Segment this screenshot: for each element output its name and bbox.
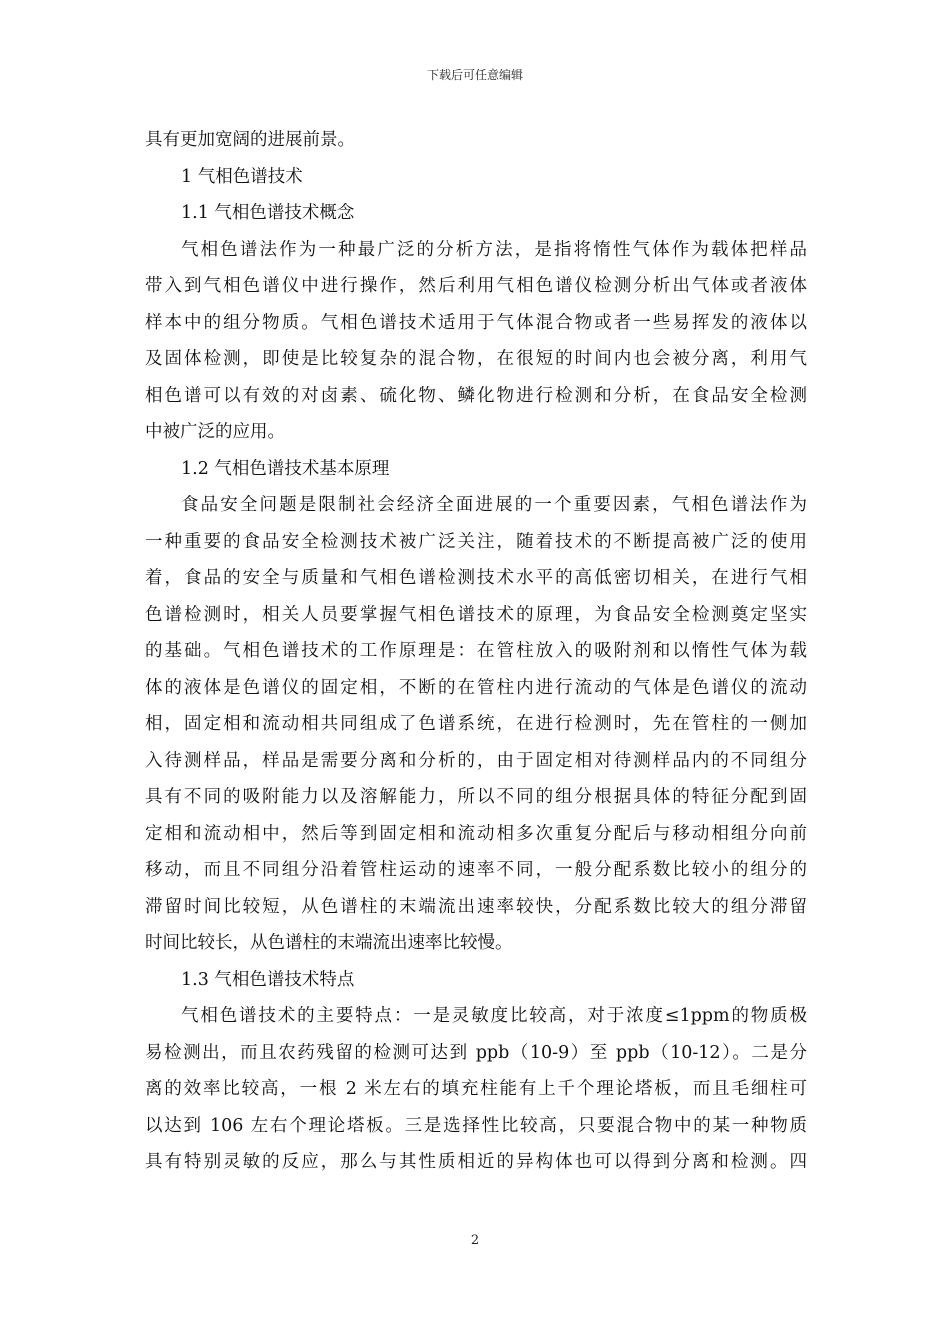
page-number: 2: [470, 1233, 480, 1248]
body-line: 的基础。气相色谱技术的工作原理是：在管柱放入的吸附剂和以惰性气体为载: [145, 641, 807, 661]
body-line: 滞留时间比较短，从色谱柱的末端流出速率较快，分配系数比较大的组分滞留: [145, 896, 807, 917]
body-line: 气相色谱法作为一种最广泛的分析方法，是指将惰性气体作为载体把样品: [181, 239, 807, 260]
body-line: 具有特别灵敏的反应，那么与其性质相近的异构体也可以得到分离和检测。四: [145, 1152, 807, 1172]
subsection-heading: 1.3 气相色谱技术特点: [181, 969, 355, 990]
page-header: 下载后可任意编辑: [426, 68, 523, 82]
body-line: 色谱检测时，相关人员要掌握气相色谱技术的原理，为食品安全检测奠定坚实: [145, 604, 807, 625]
body-line: 气相色谱技术的主要特点：一是灵敏度比较高，对于浓度≤1ppm的物质极: [181, 1006, 807, 1026]
document-body: [145, 122, 807, 1181]
body-line: 及固体检测，即使是比较复杂的混合物，在很短的时间内也会被分离，利用气: [145, 349, 807, 369]
subsection-heading: 1.1 气相色谱技术概念: [181, 203, 355, 223]
body-line: 带入到气相色谱仪中进行操作，然后利用气相色谱仪检测分析出气体或者液体: [145, 276, 807, 296]
section-heading: 1 气相色谱技术: [181, 166, 303, 187]
body-line: 定相和流动相中，然后等到固定相和流动相多次重复分配后与移动相组分向前: [145, 823, 807, 844]
subsection-heading: 1.2 气相色谱技术基本原理: [181, 458, 390, 479]
body-line: 食品安全问题是限制社会经济全面进展的一个重要因素，气相色谱法作为: [181, 495, 807, 515]
body-line: 入待测样品，样品是需要分离和分析的，由于固定相对待测样品内的不同组分: [145, 750, 807, 771]
body-line: 样本中的组分物质。气相色谱技术适用于气体混合物或者一些易挥发的液体以: [145, 312, 807, 333]
body-line: 以达到 106 左右个理论塔板。三是选择性比较高，只要混合物中的某一种物质: [145, 1115, 807, 1136]
body-line: 时间比较长，从色谱柱的末端流出速率比较慢。: [145, 933, 513, 953]
body-line: 移动，而且不同组分沿着管柱运动的速率不同，一般分配系数比较小的组分的: [145, 860, 807, 880]
body-line: 一种重要的食品安全检测技术被广泛关注，随着技术的不断提高被广泛的使用: [145, 531, 807, 552]
body-line: 相色谱可以有效的对卤素、硫化物、鳞化物进行检测和分析，在食品安全检测: [145, 385, 807, 406]
body-line: 相，固定相和流动相共同组成了色谱系统，在进行检测时，先在管柱的一侧加: [145, 714, 807, 734]
body-line: 中被广泛的应用。: [145, 422, 285, 442]
body-line: 体的液体是色谱仪的固定相，不断的在管柱内进行流动的气体是色谱仪的流动: [145, 677, 807, 698]
body-line: 离的效率比较高，一根 2 米左右的填充柱能有上千个理论塔板，而且毛细柱可: [145, 1079, 807, 1099]
body-line: 具有更加宽阔的进展前景。: [145, 130, 355, 150]
body-line: 易检测出，而且农药残留的检测可达到 ppb（10-9）至 ppb（10-12）。二是分: [145, 1042, 807, 1063]
body-line: 着，食品的安全与质量和气相色谱检测技术水平的高低密切相关，在进行气相: [145, 568, 807, 588]
body-line: 具有不同的吸附能力以及溶解能力，所以不同的组分根据具体的特征分配到固: [145, 787, 807, 807]
